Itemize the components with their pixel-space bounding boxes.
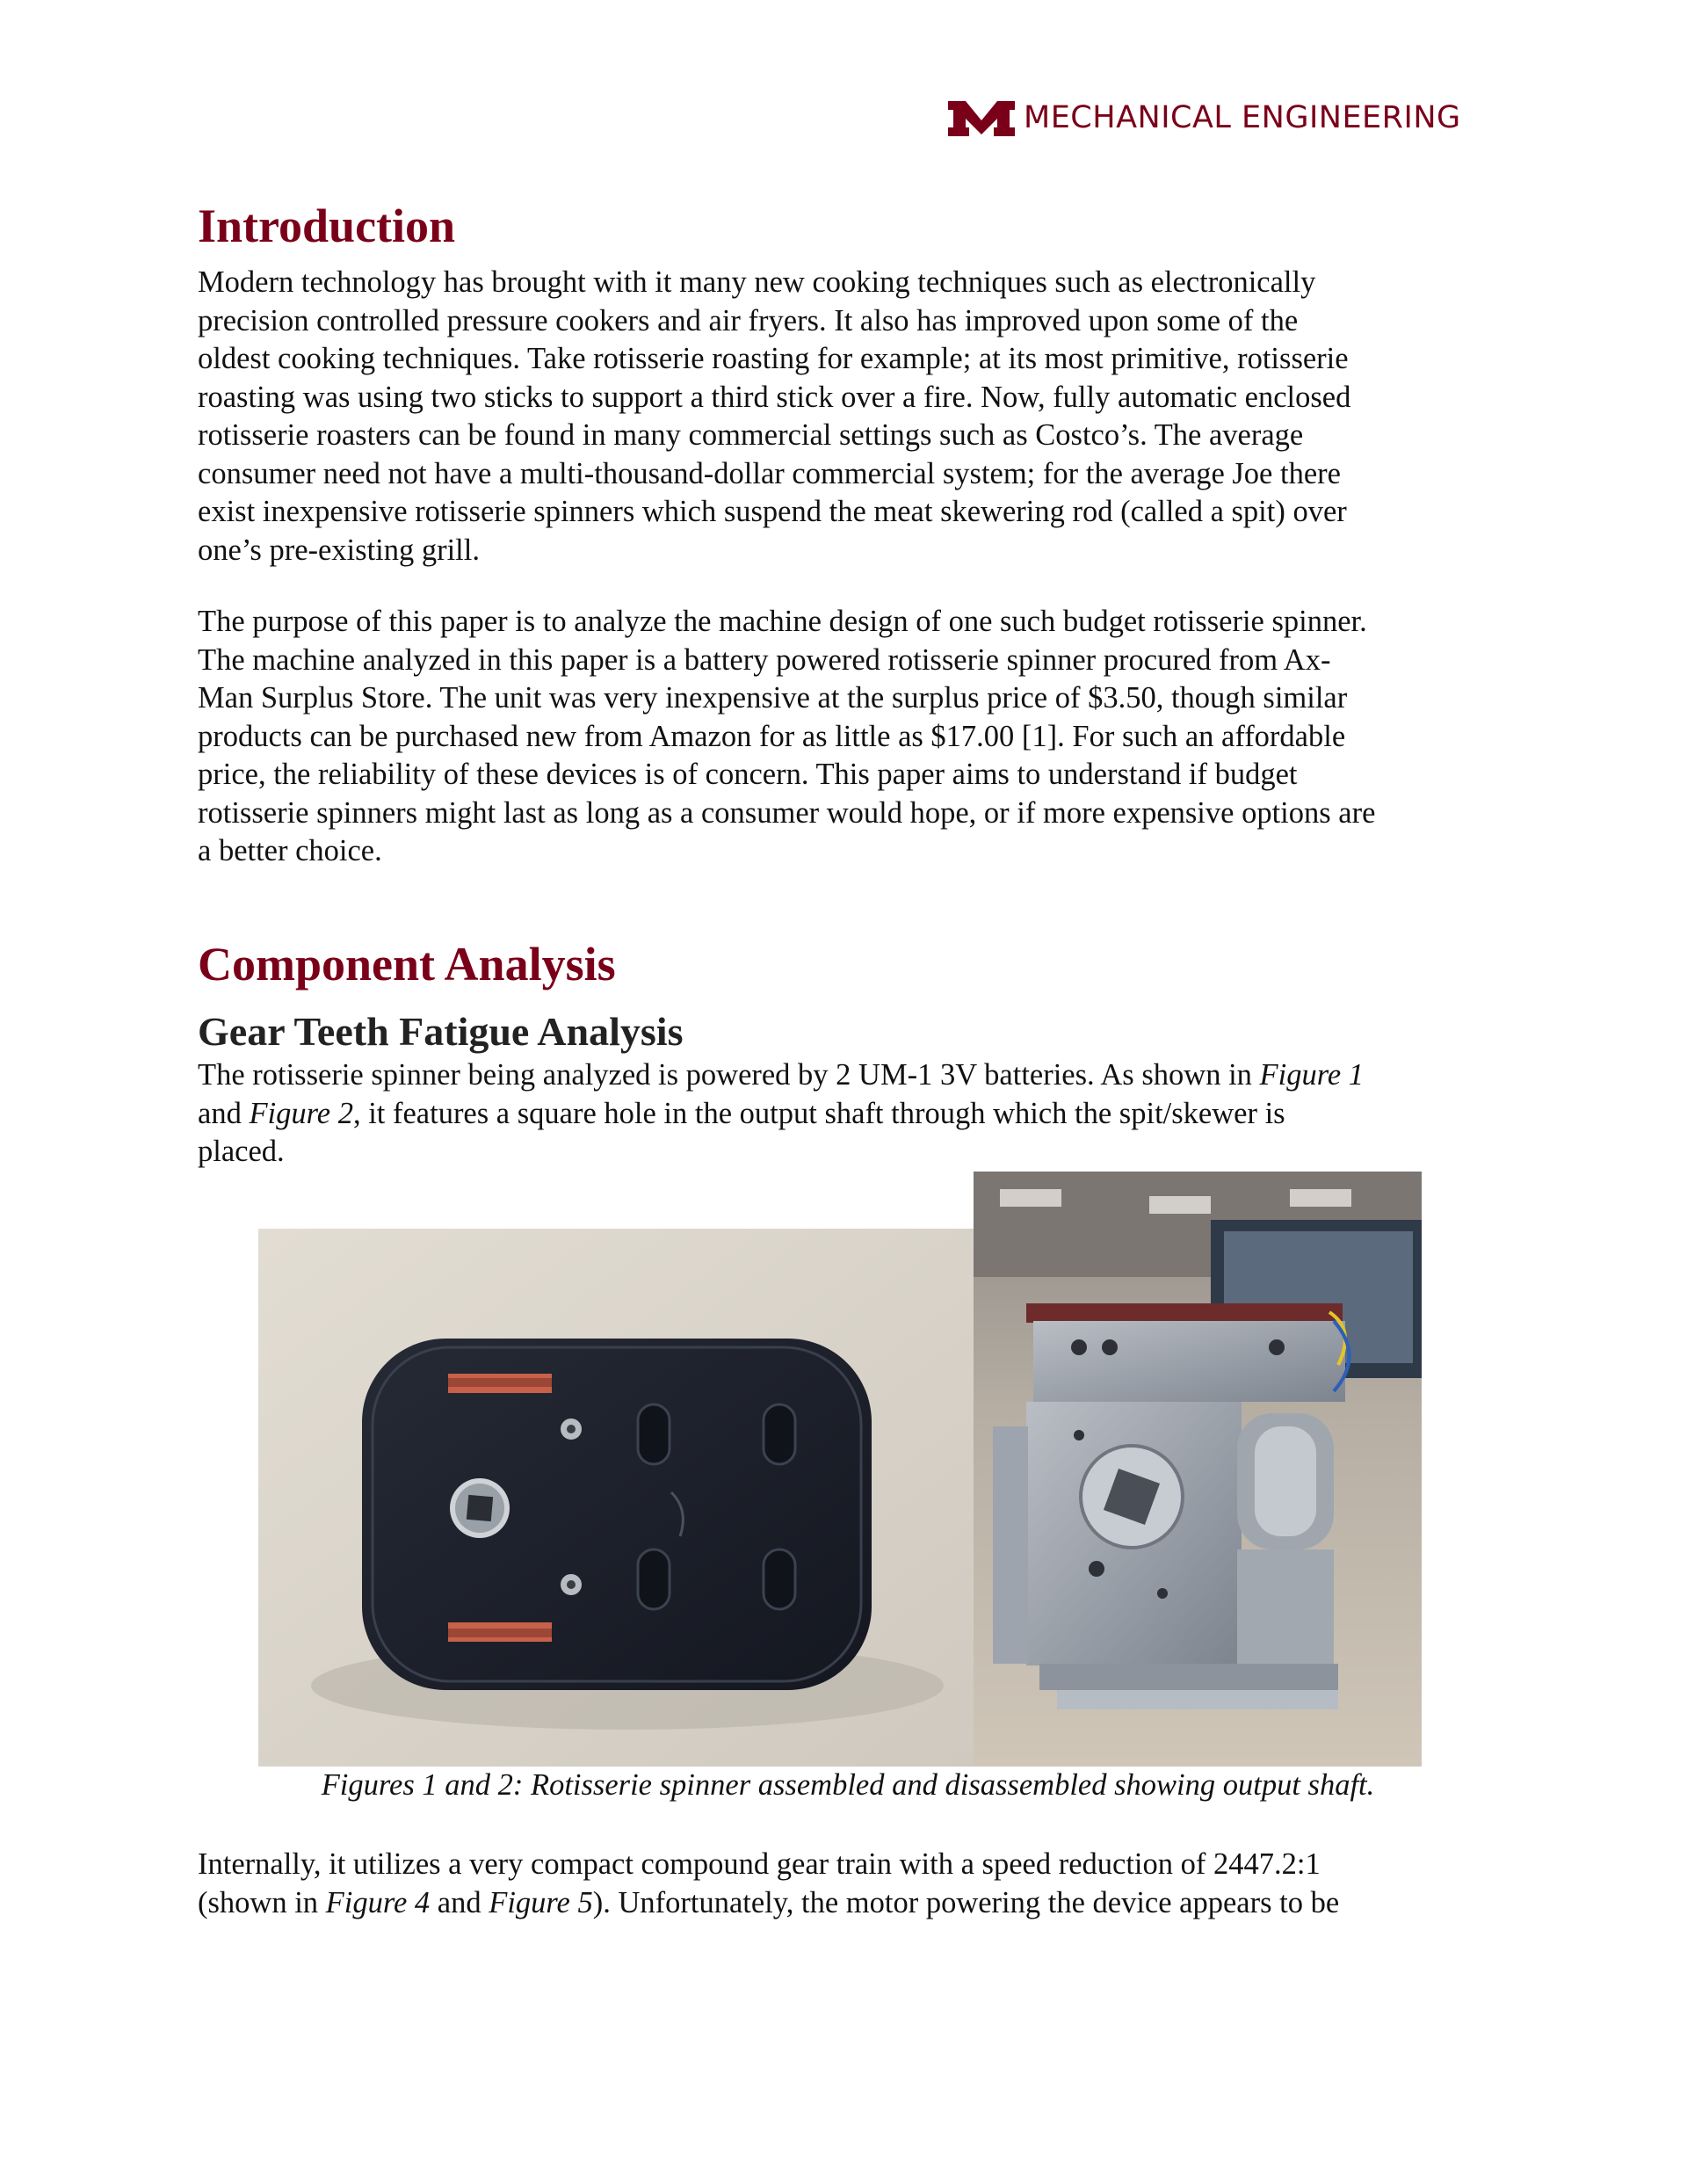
gear-paragraph-2 — [198, 1846, 1498, 1922]
gear-fatigue-subheading: Gear Teeth Fatigue Analysis — [198, 1009, 684, 1054]
figure-caption: Figures 1 and 2: Rotisserie spinner assembled and disassembled showing output shaft. — [321, 1768, 1375, 1802]
text-line: Man Surplus Store. The unit was very inexpensive at the surplus price of $3.50, though similar — [198, 681, 1348, 715]
department-name: MECHANICAL ENGINEERING — [1024, 100, 1461, 135]
text-line: a better choice. — [198, 834, 382, 867]
figure-2-disassembled-spinner — [974, 1172, 1422, 1767]
text-line: and Figure 2, it features a square hole in the output shaft through which the spit/skewer is — [198, 1096, 1285, 1130]
introduction-heading: Introduction — [198, 200, 456, 252]
text-line: roasting was using two sticks to support a third stick over a fire. Now, fully automatic enclosed — [198, 380, 1351, 414]
text-line: Internally, it utilizes a very compact compound gear train with a speed reduction of 2447.2:1 — [198, 1847, 1321, 1881]
component-analysis-heading: Component Analysis — [198, 938, 616, 990]
figure-reference: Figure 2 — [249, 1096, 353, 1130]
text-line: precision controlled pressure cookers and air fryers. It also has improved upon some of the — [198, 303, 1299, 337]
introduction-paragraph-1 — [198, 264, 1498, 570]
text-line: rotisserie roasters can be found in many commercial settings such as Costco’s. The average — [198, 418, 1304, 452]
text-line: placed. — [198, 1135, 285, 1168]
text-line: consumer need not have a multi-thousand-dollar commercial system; for the average Joe there — [198, 456, 1341, 490]
text-line: (shown in Figure 4 and Figure 5). Unfortunately, the motor powering the device appears to be — [198, 1885, 1340, 1919]
figure-reference: Figure 5 — [489, 1885, 593, 1919]
text-line: rotisserie spinners might last as long as a consumer would hope, or if more expensive options are — [198, 795, 1376, 830]
figure-1-assembled-spinner — [258, 1229, 974, 1767]
gear-paragraph-1 — [198, 1056, 1498, 1172]
text-line: one’s pre-existing grill. — [198, 533, 480, 567]
text-line: exist inexpensive rotisserie spinners which suspend the meat skewering rod (called a spit) over — [198, 495, 1347, 528]
header-logo — [946, 95, 1482, 141]
introduction-paragraph-2 — [198, 603, 1498, 871]
text-line: The machine analyzed in this paper is a battery powered rotisserie spinner procured from Ax- — [198, 642, 1331, 677]
university-m-logo-icon — [946, 96, 1017, 140]
text-line: The rotisserie spinner being analyzed is powered by 2 UM-1 3V batteries. As shown in Figure 1 — [198, 1058, 1365, 1092]
text-line: price, the reliability of these devices is of concern. This paper aims to understand if budget — [198, 758, 1298, 791]
text-line: The purpose of this paper is to analyze the machine design of one such budget rotisserie spinner. — [198, 605, 1367, 638]
figure-reference: Figure 4 — [325, 1885, 431, 1919]
text-line: oldest cooking techniques. Take rotisserie roasting for example; at its most primitive, rotisserie — [198, 342, 1349, 375]
text-line: products can be purchased new from Amazon for as little as $17.00 [1]. For such an affordable — [198, 719, 1346, 753]
text-line: Modern technology has brought with it many new cooking techniques such as electronically — [198, 265, 1316, 299]
figure-reference: Figure 1 — [1259, 1058, 1365, 1092]
